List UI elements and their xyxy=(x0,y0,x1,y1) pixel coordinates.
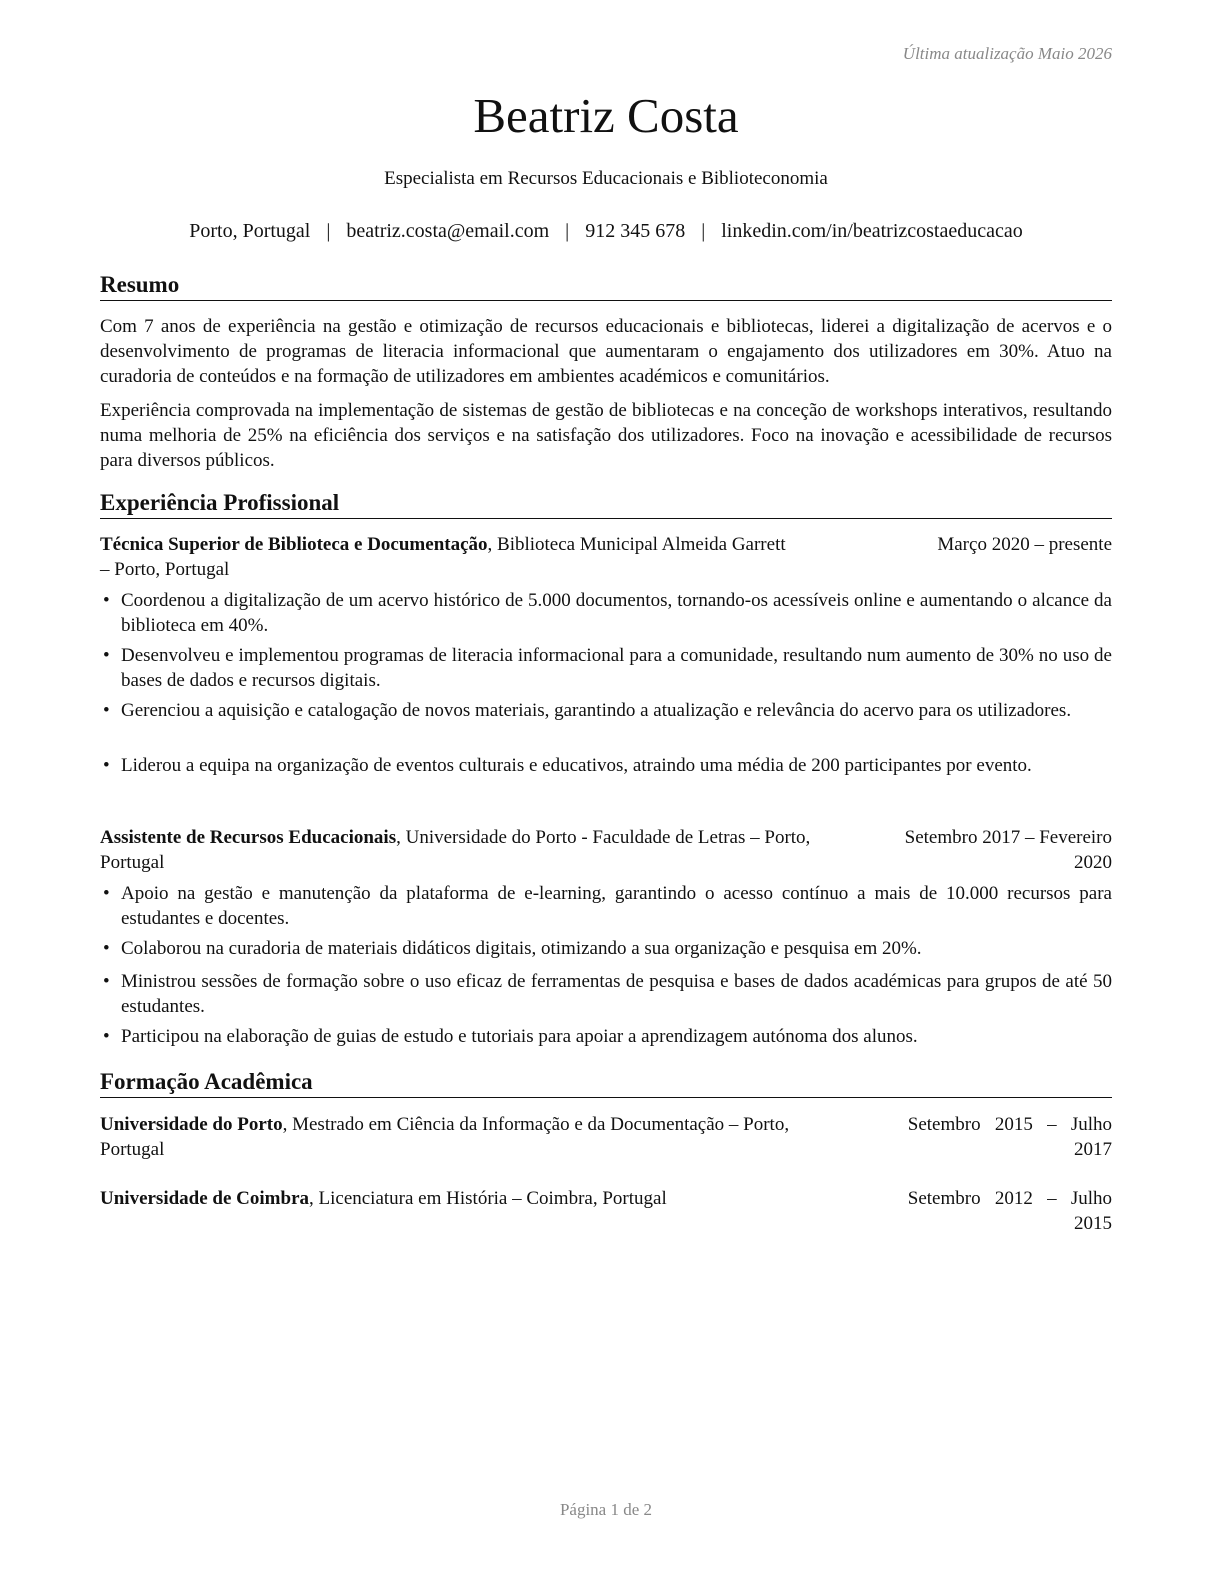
job-role: Assistente de Recursos Educacionais xyxy=(100,827,397,848)
job-bullet: • Liderou a equipa na organização de eventos culturais e educativos, atraindo uma média de 200 participantes por evento. xyxy=(103,755,1032,776)
summary-heading: Resumo xyxy=(100,270,1112,301)
education-entry xyxy=(100,1186,1112,1236)
job-bullet: • Desenvolveu e implementou programas de literacia informacional para a comunidade, resultando num aumento de 30% no uso de bases de dados e recursos digitais. xyxy=(103,645,1112,691)
job-employer: , Universidade do Porto - Faculdade de Letras – Porto, xyxy=(396,827,811,848)
summary-paragraph: Com 7 anos de experiência na gestão e otimização de recursos educacionais e bibliotecas, liderei a digitalização de acervos e o desenvolvimento de programas de literacia informacional que aumentaram o engajamento dos utilizadores em 30%. Atuo na curadoria de conteúdos e na formação de utilizadores em ambientes académicos e comunitários. xyxy=(100,316,1112,387)
last-updated: Última atualização Maio 2026 xyxy=(902,44,1112,63)
bullet-icon: • xyxy=(103,755,110,776)
page-number: Página 1 de 2 xyxy=(559,1500,653,1519)
education-school: Universidade do Porto xyxy=(100,1114,283,1135)
job-header xyxy=(100,825,1112,875)
contact-separator: | xyxy=(701,220,706,242)
experience-heading: Experiência Profissional xyxy=(100,488,1112,519)
education-location: Portugal xyxy=(100,1139,165,1160)
job-dates: Setembro 2017 – Fevereiro xyxy=(904,827,1112,848)
education-school: Universidade de Coimbra xyxy=(100,1188,309,1209)
contact-location: Porto, Portugal xyxy=(189,220,311,242)
job-bullet: • Ministrou sessões de formação sobre o uso eficaz de ferramentas de pesquisa e bases de dados académicas para grupos de até 50 estudantes. xyxy=(103,971,1112,1017)
education-heading: Formação Acadêmica xyxy=(100,1067,1112,1098)
education-detail: , Licenciatura em História – Coimbra, Portugal xyxy=(309,1188,667,1209)
job-header xyxy=(100,532,1112,582)
resume-page xyxy=(100,0,1112,1584)
candidate-title: Especialista em Recursos Educacionais e Biblioteconomia xyxy=(384,168,828,189)
education-dates-end: 2017 xyxy=(1074,1139,1112,1160)
bullet-icon: • xyxy=(103,1026,110,1047)
job-role: Técnica Superior de Biblioteca e Documentação xyxy=(100,534,488,555)
job-bullet: • Participou na elaboração de guias de estudo e tutoriais para apoiar a aprendizagem autónoma dos alunos. xyxy=(103,1026,918,1047)
job-bullet: • Coordenou a digitalização de um acervo histórico de 5.000 documentos, tornando-os acessíveis online e aumentando o alcance da biblioteca em 40%. xyxy=(103,590,1112,636)
bullet-icon: • xyxy=(103,883,110,904)
job-bullet: • Gerenciou a aquisição e catalogação de novos materiais, garantindo a atualização e relevância do acervo para os utilizadores. xyxy=(103,700,1072,721)
education-dates: Setembro 2015 – Julho xyxy=(907,1114,1112,1135)
bullet-icon: • xyxy=(103,971,110,992)
education-entry xyxy=(100,1112,1112,1162)
job-location: Portugal xyxy=(100,852,165,873)
contact-phone: 912 345 678 xyxy=(585,220,686,242)
bullet-icon: • xyxy=(103,938,110,959)
job-dates: Março 2020 – presente xyxy=(937,534,1112,555)
candidate-name: Beatriz Costa xyxy=(473,88,739,143)
contact-separator: | xyxy=(326,220,331,242)
contact-email[interactable]: beatriz.costa@email.com xyxy=(346,220,550,242)
contact-line xyxy=(100,217,1112,245)
education-dates: Setembro 2012 – Julho xyxy=(907,1188,1112,1209)
bullet-icon: • xyxy=(103,700,110,721)
bullet-icon: • xyxy=(103,645,110,666)
contact-linkedin[interactable]: linkedin.com/in/beatrizcostaeducacao xyxy=(721,220,1023,242)
job-bullet: • Colaborou na curadoria de materiais didáticos digitais, otimizando a sua organização e pesquisa em 20%. xyxy=(103,938,922,959)
bullet-icon: • xyxy=(103,590,110,611)
education-dates-end: 2015 xyxy=(1074,1213,1112,1234)
summary-paragraph: Experiência comprovada na implementação de sistemas de gestão de bibliotecas e na conceção de workshops interativos, resultando numa melhoria de 25% na eficiência dos serviços e na satisfação dos utilizadores. Foco na inovação e acessibilidade de recursos para diversos públicos. xyxy=(100,400,1112,471)
job-dates-end: 2020 xyxy=(1074,852,1112,873)
job-location: – Porto, Portugal xyxy=(100,559,230,580)
education-detail: , Mestrado em Ciência da Informação e da Documentação – Porto, xyxy=(282,1114,790,1135)
job-employer: , Biblioteca Municipal Almeida Garrett xyxy=(487,534,786,555)
job-bullet: • Apoio na gestão e manutenção da plataforma de e-learning, garantindo o acesso contínuo a mais de 10.000 recursos para estudantes e docentes. xyxy=(103,883,1112,929)
contact-separator: | xyxy=(565,220,570,242)
